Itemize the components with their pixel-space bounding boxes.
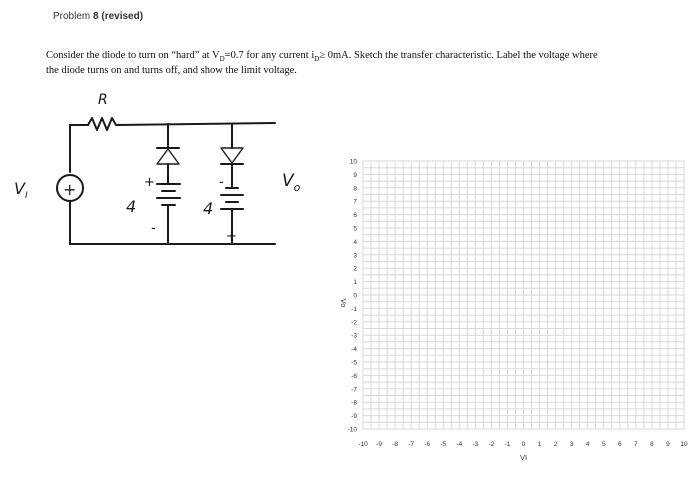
y-tick-label: 10 xyxy=(349,158,357,166)
x-tick-label: 2 xyxy=(553,441,558,448)
y-tick-label: -1 xyxy=(351,305,357,313)
y-tick-label: 3 xyxy=(353,252,357,260)
output-voltage-label: $V_o$ xyxy=(282,171,301,194)
x-tick-label: -3 xyxy=(472,441,479,448)
x-tick-label: -10 xyxy=(358,441,368,448)
x-tick-label: 8 xyxy=(650,441,654,448)
y-tick-label: -5 xyxy=(351,359,357,367)
source-plus: + xyxy=(63,180,77,199)
y-axis-title: Vo xyxy=(339,298,348,308)
x-tick-label: 9 xyxy=(666,441,670,448)
x-tick-label: -1 xyxy=(504,441,511,448)
question-line-1-a: Consider the diode to turn on “hard” at V xyxy=(46,50,220,61)
battery1-value: 4 xyxy=(126,197,137,216)
y-tick-label: 8 xyxy=(353,185,357,193)
y-tick-label: 6 xyxy=(353,212,357,220)
y-tick-label: -3 xyxy=(351,332,357,340)
y-tick-label: 4 xyxy=(353,238,357,246)
x-tick-label: 4 xyxy=(585,441,590,448)
problem-label: Problem xyxy=(53,11,91,22)
x-tick-label: -8 xyxy=(392,441,398,448)
x-tick-label: 6 xyxy=(617,441,622,448)
x-tick-label: -4 xyxy=(456,441,463,448)
problem-number: 8 (revised) xyxy=(93,11,144,22)
y-tick-label: 0 xyxy=(353,292,357,300)
y-tick-label: 1 xyxy=(353,279,357,287)
battery2-value: 4 xyxy=(203,199,214,218)
x-tick-label: 1 xyxy=(537,441,542,448)
question-line-1-b: =0.7 for any current i xyxy=(224,50,315,61)
y-tick-label: -8 xyxy=(351,399,357,407)
question-line-2: the diode turns on and turns off, and show the limit voltage. xyxy=(46,65,297,77)
x-tick-label: 5 xyxy=(601,441,606,448)
y-tick-label: 2 xyxy=(353,265,357,273)
x-tick-label: -6 xyxy=(424,441,431,448)
battery2-plus: + xyxy=(226,229,237,244)
y-tick-label: 9 xyxy=(353,171,357,179)
y-tick-label: -4 xyxy=(351,346,357,354)
x-tick-label: 3 xyxy=(569,441,574,448)
y-tick-label: 7 xyxy=(353,198,357,206)
battery2-minus: - xyxy=(219,175,224,190)
y-tick-label: -2 xyxy=(351,319,357,327)
battery1-plus: + xyxy=(144,175,155,190)
x-tick-label: -2 xyxy=(488,441,495,448)
x-tick-label: -9 xyxy=(376,441,382,448)
y-tick-label: -10 xyxy=(347,426,357,434)
x-tick-label: 10 xyxy=(680,441,688,448)
x-tick-label: -5 xyxy=(440,441,447,448)
x-tick-label: 0 xyxy=(521,441,526,448)
x-tick-label: -7 xyxy=(408,441,415,448)
y-tick-label: -6 xyxy=(351,372,357,380)
y-tick-label: -7 xyxy=(351,386,357,394)
x-axis-title: VI xyxy=(519,453,528,462)
x-tick-label: 7 xyxy=(634,441,638,448)
resistor-label: R xyxy=(98,92,108,108)
input-voltage-label: $V_I$ xyxy=(14,179,28,201)
subscript-d-1: D xyxy=(219,55,225,64)
y-tick-label: 5 xyxy=(353,225,357,233)
battery1-minus: - xyxy=(151,221,156,236)
question-line-1-c: ≥ 0mA. Sketch the transfer characteristic. Label the voltage where xyxy=(319,50,598,61)
subscript-d-2: D xyxy=(314,55,320,64)
y-tick-label: -9 xyxy=(351,413,357,421)
